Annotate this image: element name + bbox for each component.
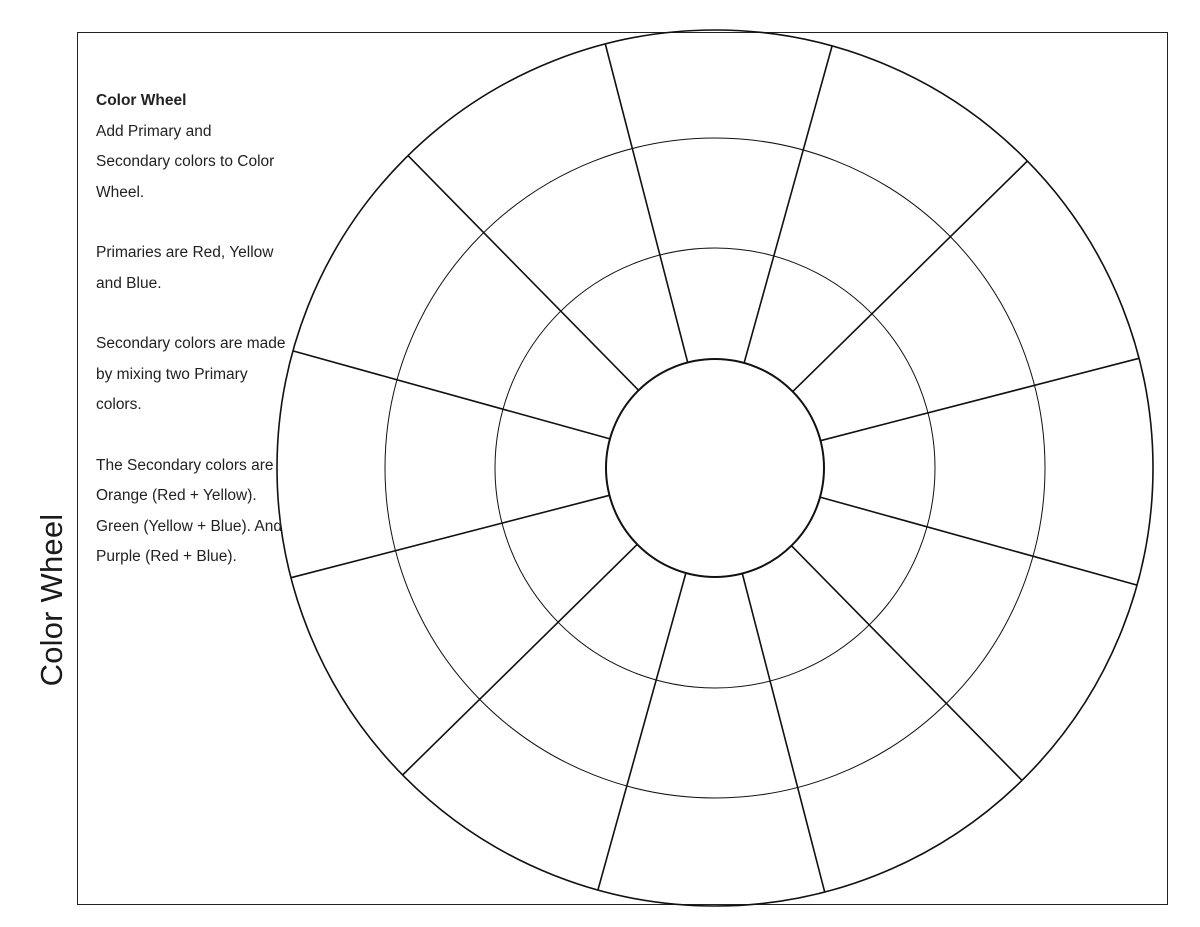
instructions-panel [96, 86, 286, 603]
wheel-spoke [742, 574, 824, 893]
instructions-secondary-rule: Secondary colors are made by mixing two Primary colors. [96, 335, 286, 413]
wheel-spoke [820, 497, 1137, 585]
wheel-spoke [744, 46, 832, 363]
instructions-secondary-list: The Secondary colors are Orange (Red + Yellow). Green (Yellow + Blue). And Purple (Red + Blue). [96, 456, 282, 565]
wheel-spoke [291, 495, 610, 577]
instructions-intro: Add Primary and Secondary colors to Color Wheel. [96, 122, 275, 201]
wheel-spoke [821, 358, 1140, 440]
wheel-spoke [293, 351, 610, 439]
instructions-primaries: Primaries are Red, Yellow and Blue. [96, 244, 274, 292]
side-title: Color Wheel [34, 513, 69, 687]
instructions-block-intro [96, 86, 286, 208]
wheel-spoke [793, 161, 1028, 392]
wheel-spoke [403, 544, 638, 775]
wheel-center-circle [606, 359, 824, 577]
wheel-spoke [605, 44, 687, 363]
wheel-spoke [408, 156, 639, 391]
wheel-rings [277, 30, 1153, 906]
wheel-spoke [598, 573, 686, 890]
instructions-heading: Color Wheel [96, 92, 187, 109]
wheel-spoke [791, 546, 1022, 781]
